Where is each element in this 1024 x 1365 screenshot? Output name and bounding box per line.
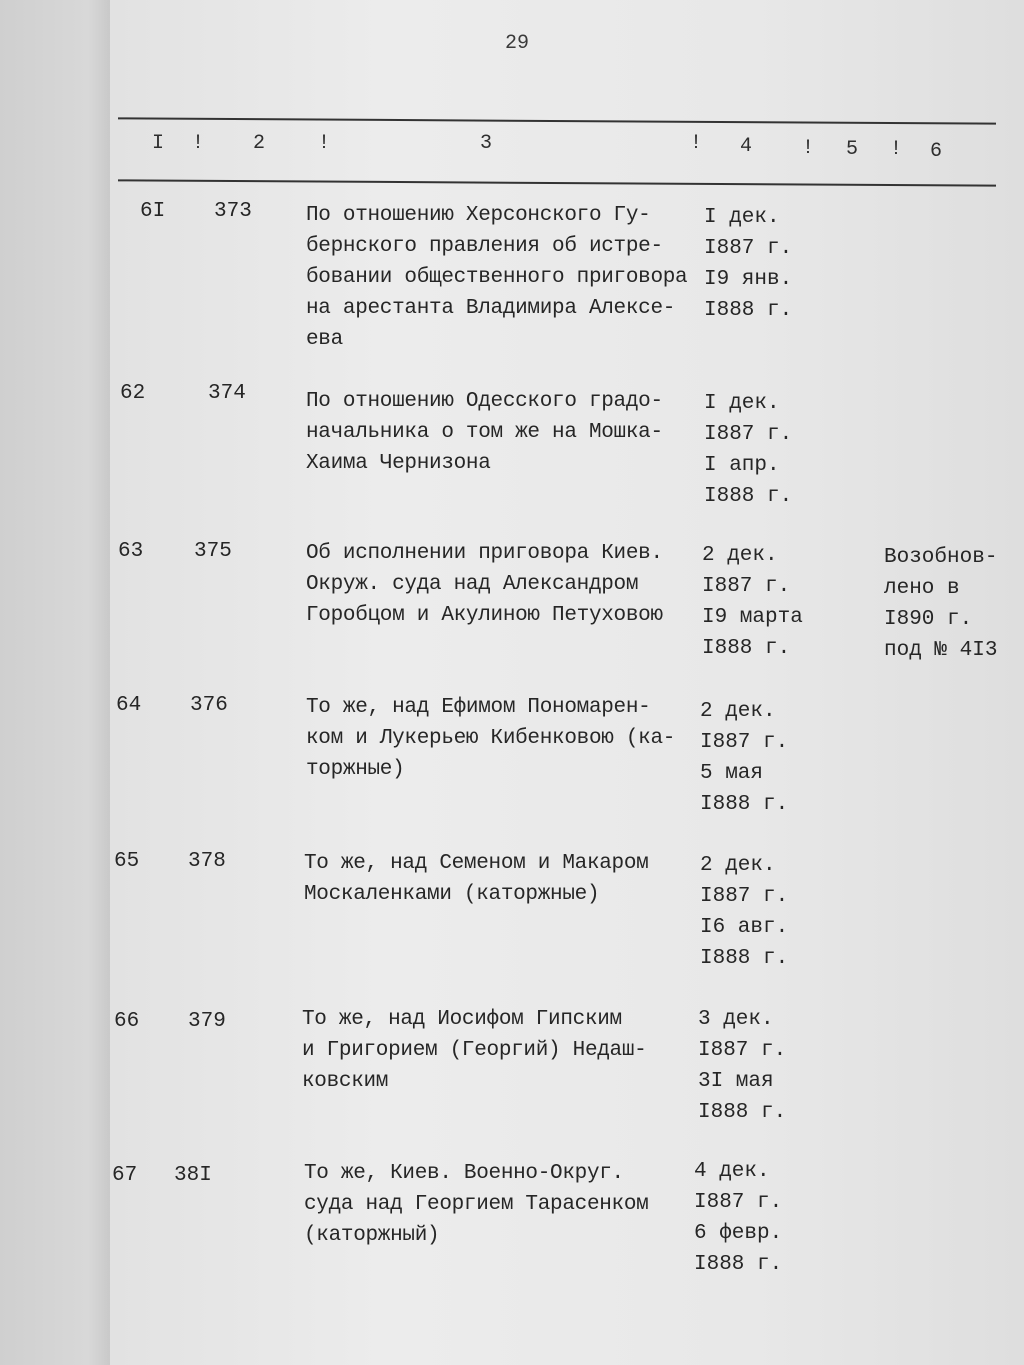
row-description: То же, над Ефимом Пономарен- ком и Лукерьею Кибенковою (ка- торжные)	[306, 696, 676, 781]
header-col-2: 2	[253, 132, 266, 155]
row-dates: 2 дек. I887 г. I9 марта I888 г.	[702, 544, 803, 660]
header-separator: !	[802, 137, 815, 160]
row-code: 379	[188, 1010, 226, 1033]
row-note: Возобнов- лено в I890 г. под № 4I3	[884, 546, 998, 662]
header-col-3: 3	[480, 132, 493, 155]
header-col-6: 6	[930, 140, 943, 163]
row-code: 376	[190, 694, 228, 717]
row-code: 373	[214, 200, 252, 223]
row-description: По отношению Херсонского Гу- бернского правления об истре- бовании общественного приговора на арестанта Владимира Алексе- ева	[306, 204, 688, 351]
row-number: 66	[114, 1010, 140, 1033]
header-separator: !	[192, 132, 205, 155]
underlying-page-edge	[0, 0, 110, 1365]
row-code: 374	[208, 382, 246, 405]
header-separator: !	[690, 132, 703, 155]
row-number: 64	[116, 694, 142, 717]
row-code: 375	[194, 540, 232, 563]
row-code: 378	[188, 850, 226, 873]
row-number: 63	[118, 540, 144, 563]
row-number: 67	[112, 1164, 138, 1187]
header-col-4: 4	[740, 135, 753, 158]
row-dates: 3 дек. I887 г. 3I мая I888 г.	[698, 1008, 787, 1124]
row-number: 6I	[140, 200, 166, 223]
row-number: 65	[114, 850, 140, 873]
row-dates: I дек. I887 г. I апр. I888 г.	[704, 392, 793, 508]
header-col-1: I	[152, 132, 165, 155]
header-separator: !	[318, 132, 331, 155]
row-description: То же, над Семеном и Макаром Москаленками (каторжные)	[304, 852, 649, 906]
header-col-5: 5	[846, 138, 859, 161]
row-code: 38I	[174, 1164, 212, 1187]
row-number: 62	[120, 382, 146, 405]
row-description: Об исполнении приговора Киев. Окруж. суда над Александром Горобцом и Акулиною Петуховою	[306, 542, 663, 627]
page-number: 29	[505, 32, 530, 55]
row-description: По отношению Одесского градо- начальника о том же на Мошка- Хаима Чернизона	[306, 390, 663, 475]
header-separator: !	[890, 138, 903, 161]
row-description: То же, над Иосифом Гипским и Григорием (Георгий) Недаш- ковским	[302, 1008, 647, 1093]
row-dates: 2 дек. I887 г. I6 авг. I888 г.	[700, 854, 789, 970]
row-description: То же, Киев. Военно-Округ. суда над Георгием Тарасенком (каторжный)	[304, 1162, 649, 1247]
row-dates: I дек. I887 г. I9 янв. I888 г.	[704, 206, 793, 322]
row-dates: 2 дек. I887 г. 5 мая I888 г.	[700, 700, 789, 816]
row-dates: 4 дек. I887 г. 6 февр. I888 г.	[694, 1160, 783, 1276]
